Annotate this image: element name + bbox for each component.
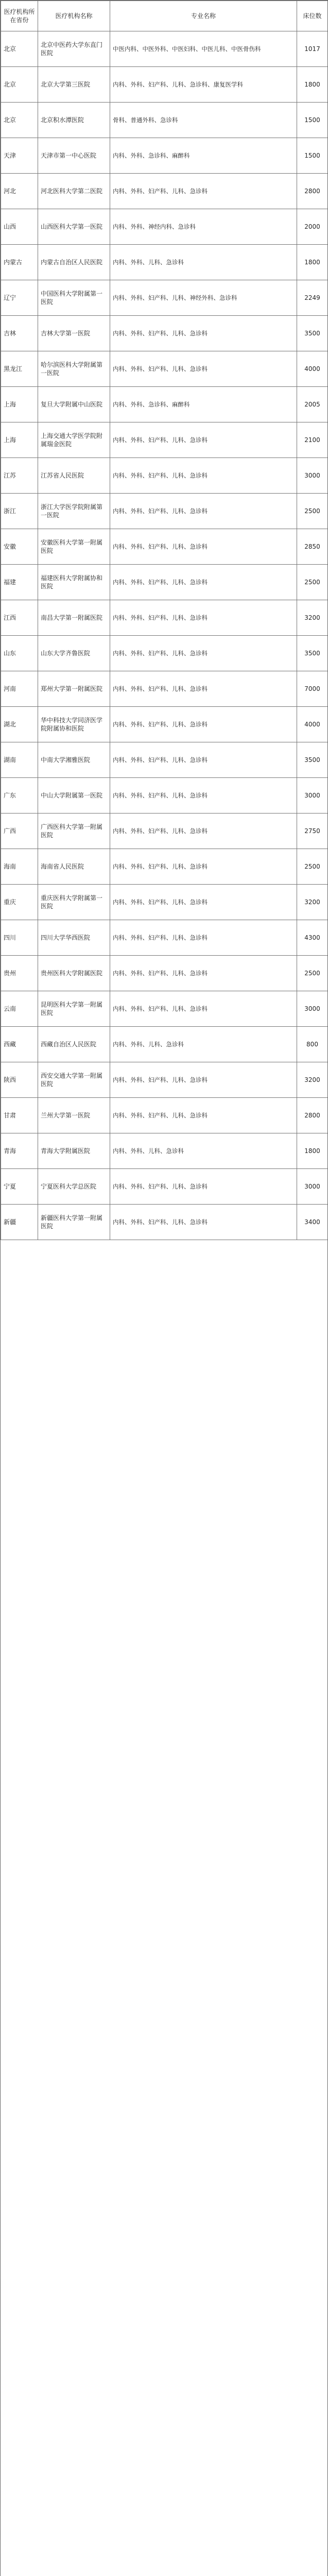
cell-beds: 3200 (297, 1062, 328, 1098)
cell-specialties: 内科、外科、儿科、急诊科 (110, 1027, 297, 1062)
table-row (1, 1169, 328, 1205)
table-row (1, 707, 328, 742)
cell-hospital: 宁夏医科大学总医院 (38, 1169, 110, 1205)
cell-province: 湖南 (1, 742, 38, 778)
cell-province: 宁夏 (1, 1169, 38, 1205)
cell-specialties: 内科、外科、妇产科、儿科、急诊科 (110, 1098, 297, 1133)
cell-hospital: 青海大学附属医院 (38, 1133, 110, 1169)
cell-specialties: 内科、外科、妇产科、儿科、急诊科 (110, 458, 297, 494)
cell-beds: 2800 (297, 1098, 328, 1133)
cell-specialties: 内科、外科、妇产科、儿科、急诊科 (110, 1205, 297, 1240)
cell-hospital: 郑州大学第一附属医院 (38, 671, 110, 707)
cell-hospital: 昆明医科大学第一附属医院 (38, 991, 110, 1027)
cell-province: 广东 (1, 778, 38, 814)
table-row (1, 67, 328, 103)
cell-beds: 4000 (297, 707, 328, 742)
cell-hospital: 安徽医科大学第一附属医院 (38, 529, 110, 565)
cell-province: 江苏 (1, 458, 38, 494)
cell-province: 安徽 (1, 529, 38, 565)
cell-province: 北京 (1, 67, 38, 103)
cell-province: 河南 (1, 671, 38, 707)
cell-beds: 2850 (297, 529, 328, 565)
cell-beds: 1500 (297, 103, 328, 138)
cell-beds: 3000 (297, 458, 328, 494)
header-beds: 床位数 (297, 1, 328, 31)
cell-specialties: 内科、外科、妇产科、儿科、急诊科 (110, 671, 297, 707)
cell-province: 内蒙古 (1, 245, 38, 280)
cell-province: 上海 (1, 387, 38, 422)
table-row (1, 1027, 328, 1062)
cell-hospital: 南昌大学第一附属医院 (38, 600, 110, 636)
cell-specialties: 内科、外科、急诊科、麻醉科 (110, 138, 297, 174)
cell-specialties: 内科、外科、急诊科、麻醉科 (110, 387, 297, 422)
cell-beds: 2750 (297, 814, 328, 849)
header-specialties: 专业名称 (110, 1, 297, 31)
cell-beds: 1017 (297, 31, 328, 67)
cell-hospital: 浙江大学医学院附属第一医院 (38, 494, 110, 529)
table-row (1, 387, 328, 422)
table-row (1, 849, 328, 885)
table-row (1, 529, 328, 565)
header-province: 医疗机构所在省份 (1, 1, 38, 31)
cell-beds: 4000 (297, 351, 328, 387)
cell-hospital: 中南大学湘雅医院 (38, 742, 110, 778)
cell-specialties: 内科、外科、儿科、急诊科 (110, 1133, 297, 1169)
cell-province: 甘肃 (1, 1098, 38, 1133)
cell-beds: 7000 (297, 671, 328, 707)
cell-specialties: 内科、外科、妇产科、儿科、急诊科 (110, 565, 297, 600)
table-row (1, 742, 328, 778)
cell-province: 上海 (1, 422, 38, 458)
cell-beds: 1800 (297, 1133, 328, 1169)
cell-hospital: 中山大学附属第一医院 (38, 778, 110, 814)
cell-specialties: 内科、外科、妇产科、儿科、急诊科 (110, 1062, 297, 1098)
table-row (1, 458, 328, 494)
table-body (1, 31, 328, 1240)
cell-province: 黑龙江 (1, 351, 38, 387)
cell-beds: 3500 (297, 636, 328, 671)
cell-province: 北京 (1, 31, 38, 67)
cell-beds: 3000 (297, 991, 328, 1027)
table-row (1, 280, 328, 316)
cell-province: 福建 (1, 565, 38, 600)
cell-specialties: 中医内科、中医外科、中医妇科、中医儿科、中医骨伤科 (110, 31, 297, 67)
table-row (1, 174, 328, 209)
cell-specialties: 内科、外科、妇产科、儿科、急诊科 (110, 707, 297, 742)
cell-hospital: 重庆医科大学附属第一医院 (38, 885, 110, 920)
cell-beds: 2500 (297, 849, 328, 885)
cell-province: 浙江 (1, 494, 38, 529)
cell-beds: 2500 (297, 565, 328, 600)
cell-hospital: 吉林大学第一医院 (38, 316, 110, 351)
cell-hospital: 天津市第一中心医院 (38, 138, 110, 174)
cell-beds: 2800 (297, 174, 328, 209)
cell-hospital: 海南省人民医院 (38, 849, 110, 885)
cell-beds: 3200 (297, 885, 328, 920)
cell-hospital: 四川大学华西医院 (38, 920, 110, 956)
cell-province: 云南 (1, 991, 38, 1027)
cell-hospital: 内蒙古自治区人民医院 (38, 245, 110, 280)
cell-beds: 3500 (297, 742, 328, 778)
cell-beds: 2100 (297, 422, 328, 458)
table-header-row (1, 1, 328, 31)
table-row (1, 814, 328, 849)
cell-specialties: 内科、外科、神经内科、急诊科 (110, 209, 297, 245)
cell-province: 四川 (1, 920, 38, 956)
cell-hospital: 北京中医药大学东直门医院 (38, 31, 110, 67)
table-row (1, 245, 328, 280)
cell-province: 江西 (1, 600, 38, 636)
cell-hospital: 哈尔滨医科大学附属第一医院 (38, 351, 110, 387)
cell-hospital: 西安交通大学第一附属医院 (38, 1062, 110, 1098)
cell-specialties: 内科、外科、妇产科、儿科、急诊科 (110, 1169, 297, 1205)
cell-beds: 3200 (297, 600, 328, 636)
cell-specialties: 内科、外科、妇产科、儿科、急诊科 (110, 529, 297, 565)
cell-hospital: 中国医科大学附属第一医院 (38, 280, 110, 316)
cell-beds: 1500 (297, 138, 328, 174)
cell-specialties: 内科、外科、妇产科、儿科、神经外科、急诊科 (110, 280, 297, 316)
cell-province: 贵州 (1, 956, 38, 991)
cell-beds: 3000 (297, 1169, 328, 1205)
cell-hospital: 复旦大学附属中山医院 (38, 387, 110, 422)
cell-province: 重庆 (1, 885, 38, 920)
cell-hospital: 华中科技大学同济医学院附属协和医院 (38, 707, 110, 742)
cell-specialties: 内科、外科、儿科、急诊科 (110, 245, 297, 280)
table-row (1, 636, 328, 671)
cell-specialties: 内科、外科、妇产科、儿科、急诊科、康复医学科 (110, 67, 297, 103)
cell-specialties: 内科、外科、妇产科、儿科、急诊科 (110, 885, 297, 920)
header-hospital: 医疗机构名称 (38, 1, 110, 31)
table-row (1, 494, 328, 529)
cell-specialties: 内科、外科、妇产科、儿科、急诊科 (110, 351, 297, 387)
table-row (1, 671, 328, 707)
cell-hospital: 北京大学第三医院 (38, 67, 110, 103)
cell-hospital: 西藏自治区人民医院 (38, 1027, 110, 1062)
cell-beds: 3400 (297, 1205, 328, 1240)
cell-hospital: 福建医科大学附属协和医院 (38, 565, 110, 600)
cell-specialties: 骨科、普通外科、急诊科 (110, 103, 297, 138)
table-row (1, 991, 328, 1027)
cell-province: 海南 (1, 849, 38, 885)
cell-province: 青海 (1, 1133, 38, 1169)
cell-specialties: 内科、外科、妇产科、儿科、急诊科 (110, 814, 297, 849)
cell-province: 天津 (1, 138, 38, 174)
cell-hospital: 江苏省人民医院 (38, 458, 110, 494)
cell-beds: 1800 (297, 67, 328, 103)
table-row (1, 1133, 328, 1169)
cell-hospital: 贵州医科大学附属医院 (38, 956, 110, 991)
cell-beds: 3500 (297, 316, 328, 351)
cell-specialties: 内科、外科、妇产科、儿科、急诊科 (110, 920, 297, 956)
cell-specialties: 内科、外科、妇产科、儿科、急诊科 (110, 600, 297, 636)
cell-province: 吉林 (1, 316, 38, 351)
cell-province: 山西 (1, 209, 38, 245)
cell-beds: 2500 (297, 956, 328, 991)
table-row (1, 1098, 328, 1133)
cell-hospital: 山东大学齐鲁医院 (38, 636, 110, 671)
cell-specialties: 内科、外科、妇产科、儿科、急诊科 (110, 778, 297, 814)
cell-province: 山东 (1, 636, 38, 671)
table-row (1, 1062, 328, 1098)
table-row (1, 565, 328, 600)
cell-beds: 2249 (297, 280, 328, 316)
table-row (1, 209, 328, 245)
hospital-table (1, 1, 328, 1240)
cell-hospital: 北京积水潭医院 (38, 103, 110, 138)
cell-specialties: 内科、外科、妇产科、儿科、急诊科 (110, 636, 297, 671)
cell-specialties: 内科、外科、妇产科、儿科、急诊科 (110, 956, 297, 991)
cell-beds: 800 (297, 1027, 328, 1062)
table-row (1, 422, 328, 458)
cell-province: 陕西 (1, 1062, 38, 1098)
cell-province: 广西 (1, 814, 38, 849)
cell-hospital: 新疆医科大学第一附属医院 (38, 1205, 110, 1240)
cell-specialties: 内科、外科、妇产科、儿科、急诊科 (110, 422, 297, 458)
cell-beds: 2000 (297, 209, 328, 245)
cell-beds: 2500 (297, 494, 328, 529)
table-row (1, 956, 328, 991)
cell-hospital: 山西医科大学第一医院 (38, 209, 110, 245)
cell-province: 北京 (1, 103, 38, 138)
cell-province: 辽宁 (1, 280, 38, 316)
cell-province: 河北 (1, 174, 38, 209)
table-row (1, 351, 328, 387)
table-row (1, 138, 328, 174)
cell-specialties: 内科、外科、妇产科、儿科、急诊科 (110, 742, 297, 778)
cell-hospital: 河北医科大学第二医院 (38, 174, 110, 209)
cell-beds: 4300 (297, 920, 328, 956)
table-row (1, 778, 328, 814)
table-row (1, 316, 328, 351)
cell-province: 湖北 (1, 707, 38, 742)
cell-specialties: 内科、外科、妇产科、儿科、急诊科 (110, 849, 297, 885)
cell-beds: 3000 (297, 778, 328, 814)
cell-hospital: 广西医科大学第一附属医院 (38, 814, 110, 849)
table-row (1, 885, 328, 920)
table-row (1, 920, 328, 956)
cell-specialties: 内科、外科、妇产科、儿科、急诊科 (110, 316, 297, 351)
cell-province: 新疆 (1, 1205, 38, 1240)
cell-hospital: 兰州大学第一医院 (38, 1098, 110, 1133)
table-row (1, 103, 328, 138)
cell-province: 西藏 (1, 1027, 38, 1062)
cell-specialties: 内科、外科、妇产科、儿科、急诊科 (110, 991, 297, 1027)
cell-beds: 1800 (297, 245, 328, 280)
table-row (1, 600, 328, 636)
cell-beds: 2005 (297, 387, 328, 422)
cell-specialties: 内科、外科、妇产科、儿科、急诊科 (110, 494, 297, 529)
cell-specialties: 内科、外科、妇产科、儿科、急诊科 (110, 174, 297, 209)
table-row (1, 31, 328, 67)
table-row (1, 1205, 328, 1240)
cell-hospital: 上海交通大学医学院附属瑞金医院 (38, 422, 110, 458)
